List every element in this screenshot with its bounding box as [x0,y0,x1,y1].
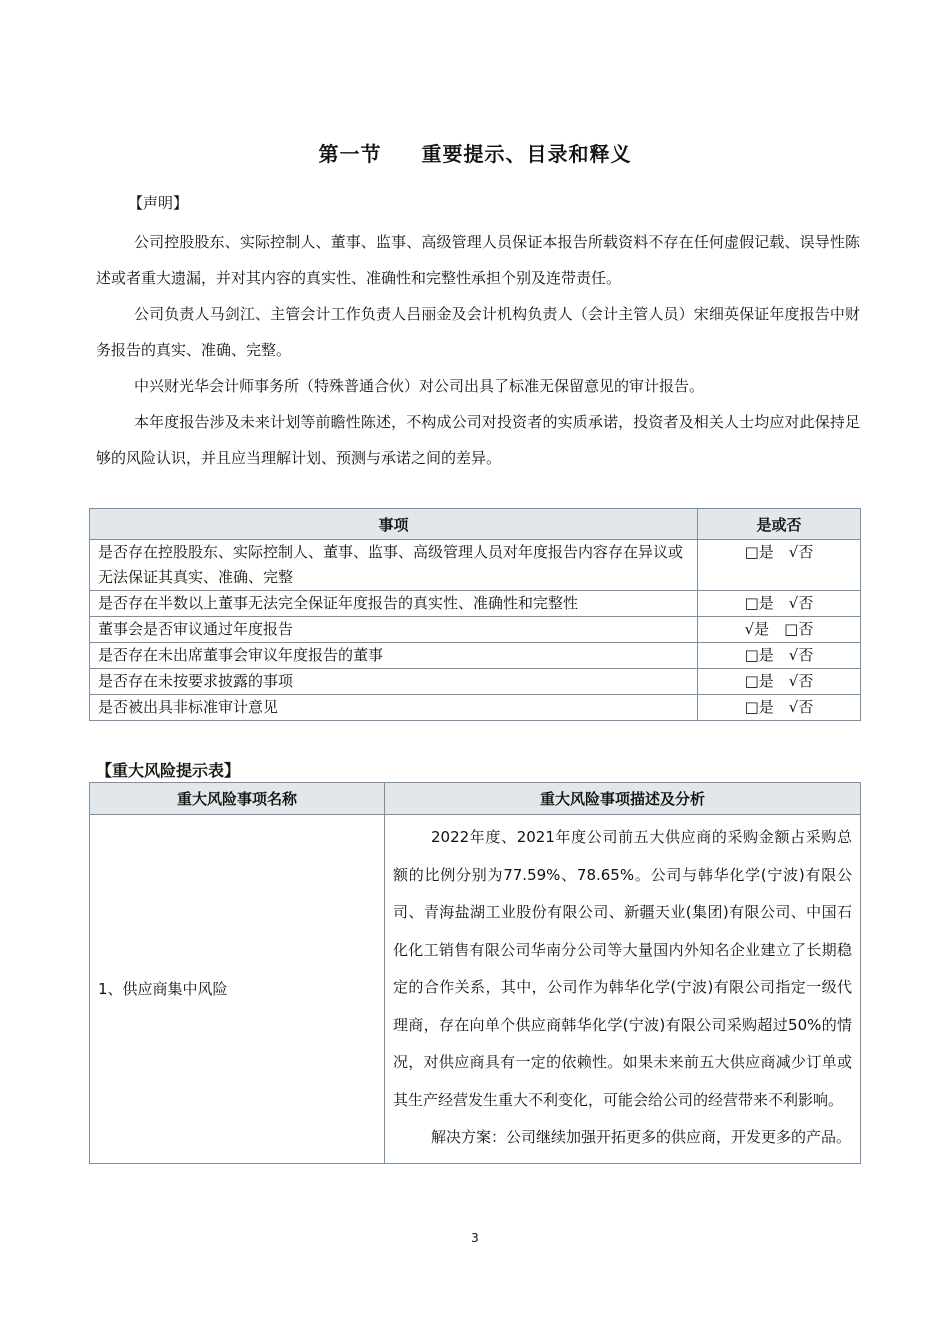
matter-item: 是否存在半数以上董事无法完全保证年度报告的真实性、准确性和完整性 [90,591,698,617]
column-header: 是或否 [698,509,861,540]
matter-answer: □是 √否 [698,669,861,695]
table-header-row [90,783,861,815]
risk-section-title: 【重大风险提示表】 [96,761,241,780]
risk-description: 2022年度、2021年度公司前五大供应商的采购金额占采购总额的比例分别为77.59%、78.65%。公司与韩华化学(宁波)有限公司、青海盐湖工业股份有限公司、新疆天业(集团)有限公司、中国石化化工销售有限公司华南分公司等大量国内外知名企业建立了长期稳定的合作关系，其中，公司作为韩华化学(宁波)有限公司指定一级代理商，存在向单个供应商韩华化学(宁波)有限公司采购超过50%的情况，对供应商具有一定的依赖性。如果未来前五大供应商减少订单或其生产经营发生重大不利变化，可能会给公司的经营带来不利影响。 [393,828,852,1109]
matters-table [89,508,861,721]
matter-answer: □是 √否 [698,695,861,721]
table-row [90,617,861,643]
matter-item: 是否存在未出席董事会审议年度报告的董事 [90,643,698,669]
table-header-row [90,509,861,540]
matter-item: 董事会是否审议通过年度报告 [90,617,698,643]
table-row [90,669,861,695]
statement-paragraph: 公司控股股东、实际控制人、董事、监事、高级管理人员保证本报告所载资料不存在任何虚假记载、误导性陈述或者重大遗漏，并对其内容的真实性、准确性和完整性承担个别及连带责任。 [96,233,860,287]
matter-item: 是否存在未按要求披露的事项 [90,669,698,695]
table-row [90,643,861,669]
page-number: 3 [471,1231,479,1245]
risk-table [89,782,861,1164]
section-name: 重要提示、目录和释义 [421,142,632,166]
page-title [0,138,950,167]
risk-solution: 解决方案：公司继续加强开拓更多的供应商，开发更多的产品。 [431,1128,852,1146]
statement-paragraph: 公司负责人马剑江、主管会计工作负责人吕丽金及会计机构负责人（会计主管人员）宋细英保证年度报告中财务报告的真实、准确、完整。 [96,305,860,359]
risk-name: 1、供应商集中风险 [90,815,385,1164]
declaration-label: 【声明】 [128,194,189,212]
table-row [90,591,861,617]
matter-answer: □是 √否 [698,540,861,591]
statement-paragraph: 中兴财光华会计师事务所（特殊普通合伙）对公司出具了标准无保留意见的审计报告。 [134,377,705,395]
table-row [90,815,861,1164]
matter-answer: □是 √否 [698,591,861,617]
matter-item: 是否存在控股股东、实际控制人、董事、监事、高级管理人员对年度报告内容存在异议或无法保证其真实、准确、完整 [90,540,698,591]
matter-answer: □是 √否 [698,643,861,669]
column-header: 重大风险事项名称 [90,783,385,815]
matter-item: 是否被出具非标准审计意见 [90,695,698,721]
column-header: 事项 [90,509,698,540]
statement-paragraph: 本年度报告涉及未来计划等前瞻性陈述，不构成公司对投资者的实质承诺，投资者及相关人士均应对此保持足够的风险认识，并且应当理解计划、预测与承诺之间的差异。 [96,413,860,467]
table-row [90,695,861,721]
section-number: 第一节 [318,142,382,166]
risk-description-cell [385,815,861,1164]
column-header: 重大风险事项描述及分析 [385,783,861,815]
table-row [90,540,861,591]
matter-answer: √是 □否 [698,617,861,643]
